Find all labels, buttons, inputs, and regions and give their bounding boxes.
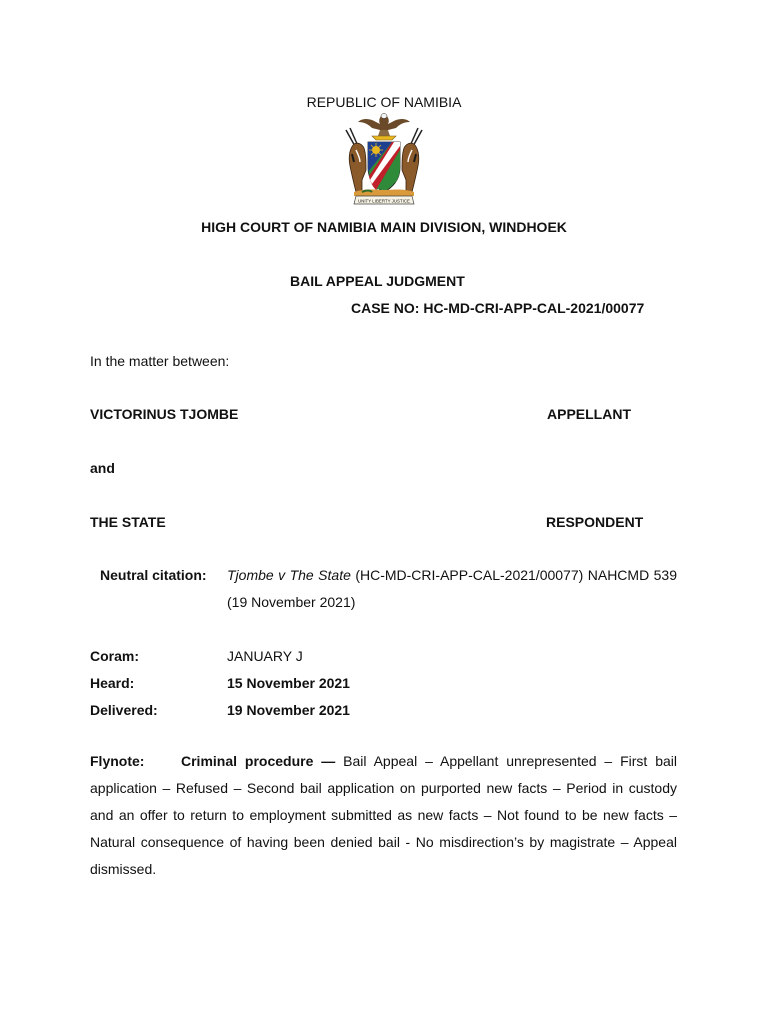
flynote-paragraph — [90, 748, 677, 883]
right-oryx — [402, 128, 422, 192]
party-conjunction: and — [90, 460, 115, 476]
flynote-lead: Criminal procedure — — [181, 753, 336, 769]
neutral-citation-text — [227, 562, 677, 616]
eagle-crest — [358, 114, 410, 137]
left-oryx — [346, 128, 366, 192]
flynote-label: Flynote: — [90, 753, 145, 769]
heard-date: 15 November 2021 — [227, 675, 350, 691]
matter-intro: In the matter between: — [90, 353, 230, 369]
namibia-coat-of-arms-icon — [336, 110, 432, 208]
case-number: CASE NO: HC-MD-CRI-APP-CAL-2021/00077 — [351, 300, 645, 316]
neutral-citation-label: Neutral citation: — [100, 567, 207, 583]
judgment-title: BAIL APPEAL JUDGMENT — [290, 273, 465, 289]
republic-heading: REPUBLIC OF NAMIBIA — [306, 94, 462, 110]
citation-reference: (HC-MD-CRI-APP-CAL-2021/00077) NAHCMD 539 (19 November 2021) — [227, 567, 677, 610]
appellant-name: VICTORINUS TJOMBE — [90, 406, 239, 422]
motto-scroll — [354, 196, 414, 204]
appellant-role: APPELLANT — [547, 406, 631, 422]
motto-text: UNITY LIBERTY JUSTICE — [358, 198, 410, 204]
respondent-role: RESPONDENT — [546, 514, 644, 530]
delivered-label: Delivered: — [90, 702, 158, 718]
coram-label: Coram: — [90, 648, 140, 664]
court-title: HIGH COURT OF NAMIBIA MAIN DIVISION, WINDHOEK — [201, 219, 567, 235]
respondent-name: THE STATE — [90, 514, 166, 530]
citation-case-name: Tjombe v The State — [227, 567, 351, 583]
delivered-date: 19 November 2021 — [227, 702, 350, 718]
coram-value: JANUARY J — [227, 648, 303, 664]
shield — [368, 142, 400, 192]
flynote-text: Bail Appeal – Appellant unrepresented – First bail application – Refused – Second bail application on purported new facts – Period in custody and an offer to return to employment submitted as new facts – Not found to be new facts – Natural consequence of having been denied bail - No misdirection’s by magistrate – Appeal dismissed. — [90, 753, 677, 877]
heard-label: Heard: — [90, 675, 135, 691]
